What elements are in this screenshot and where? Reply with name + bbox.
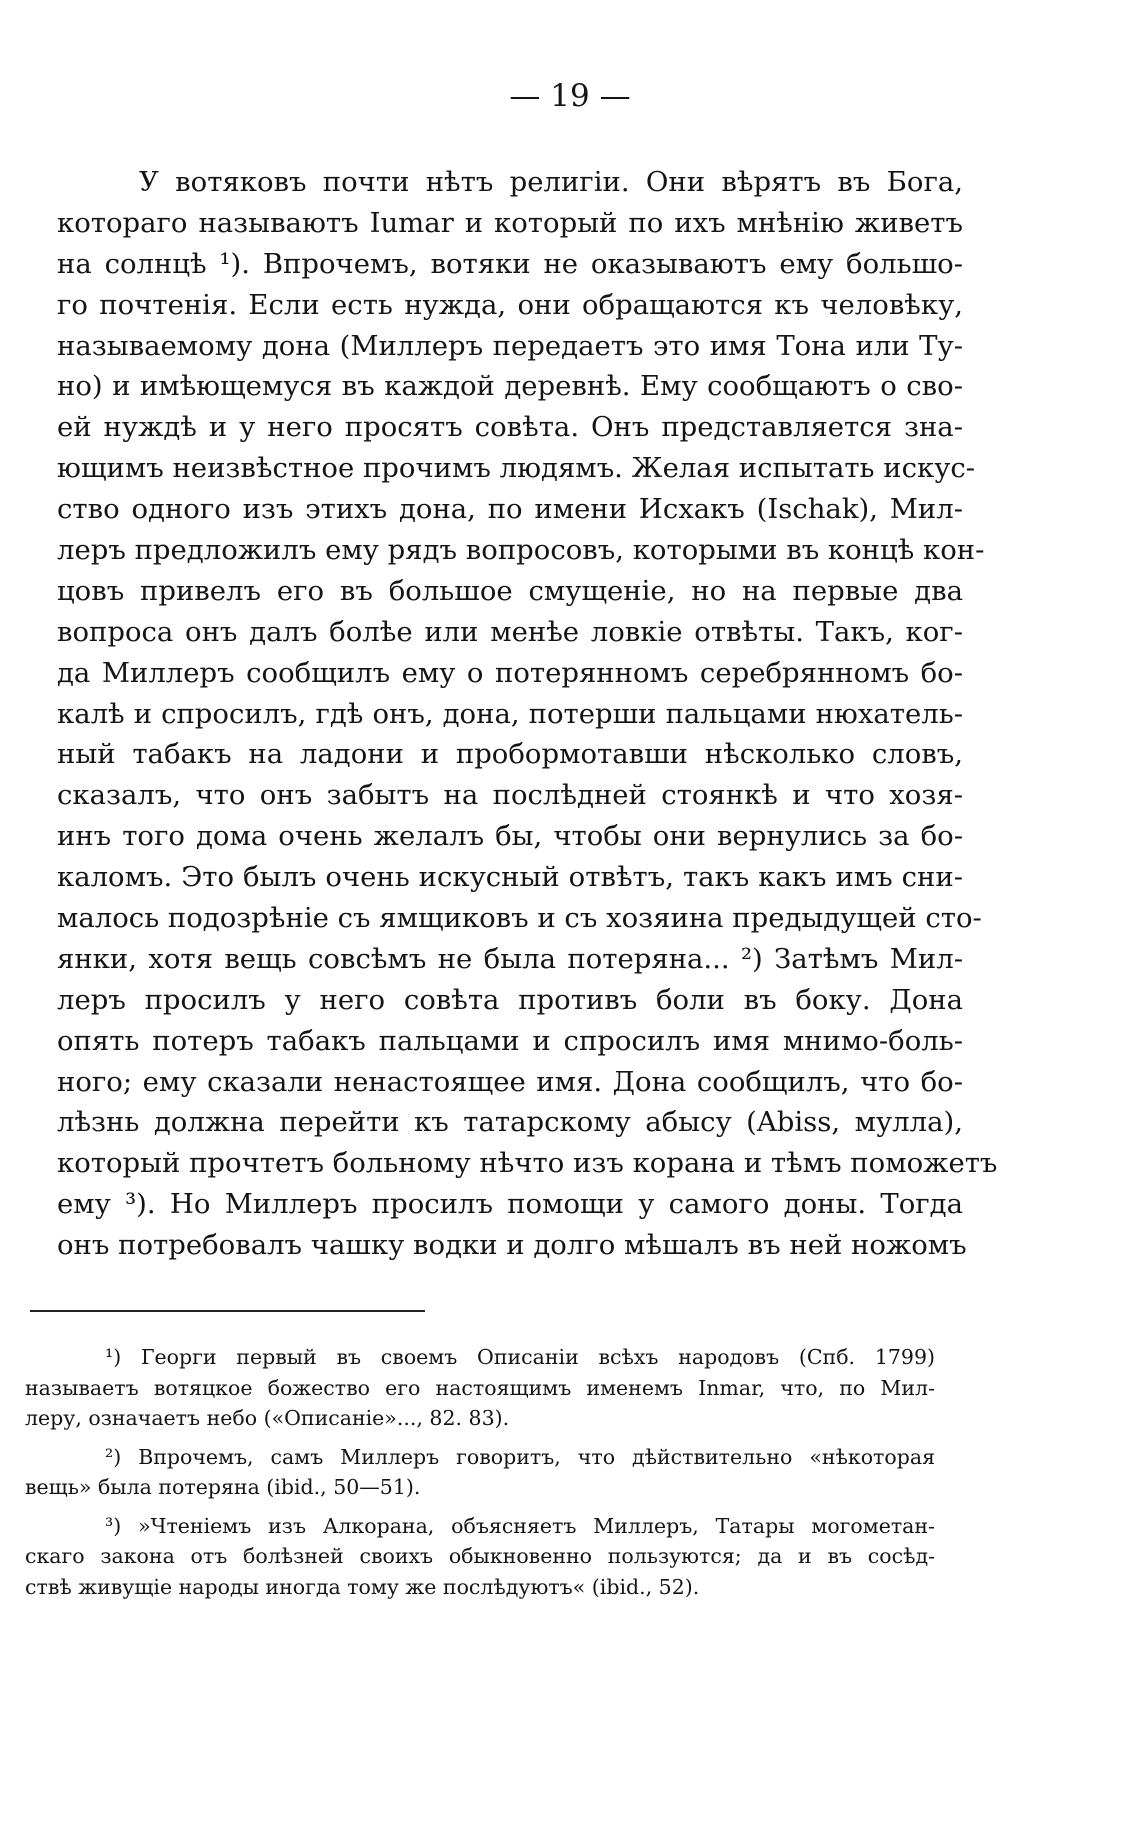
text-line: цовъ привелъ его въ большое смущеніе, но на первые два xyxy=(57,574,963,607)
text-line: леръ просилъ у него совѣта противъ боли въ боку. Дона xyxy=(57,983,963,1016)
footnote-line: ³) »Чтеніемъ изъ Алкорана, объясняетъ Миллеръ, Татары могометан- xyxy=(105,1513,935,1538)
page-number: — 19 — xyxy=(509,78,631,114)
text-line: лѣзнь должна перейти къ татарскому абысу (Abiss, мулла), xyxy=(57,1106,963,1139)
footnote-line: ¹) Георги первый въ своемъ Описаніи всѣхъ народовъ (Спб. 1799) xyxy=(105,1345,935,1369)
footnote-line: вещь» была потеряна (ibid., 50—51). xyxy=(25,1475,421,1499)
text-line: да Миллеръ сообщилъ ему о потерянномъ серебрянномъ бо- xyxy=(57,656,963,689)
text-line: который прочтетъ больному нѣчто изъ корана и тѣмъ поможетъ xyxy=(57,1147,998,1180)
text-line: малось подозрѣніе съ ямщиковъ и съ хозяина предыдущей сто- xyxy=(57,902,982,935)
text-line: ей нуждѣ и у него просятъ совѣта. Онъ представляется зна- xyxy=(57,411,963,444)
footnote-line: ствѣ живущіе народы иногда тому же послѣдуютъ« (ibid., 52). xyxy=(25,1574,700,1599)
text-line: на солнцѣ ¹). Впрочемъ, вотяки не оказываютъ ему большо- xyxy=(57,247,963,280)
text-line: каломъ. Это былъ очень искусный отвѣтъ, такъ какъ имъ сни- xyxy=(57,861,963,894)
footnote-2 xyxy=(25,1442,935,1503)
text-line: леръ предложилъ ему рядъ вопросовъ, которыми въ концѣ кон- xyxy=(57,534,985,567)
text-line: го почтенія. Если есть нужда, они обращаются къ человѣку, xyxy=(57,288,963,321)
text-line: онъ потребовалъ чашку водки и долго мѣшалъ въ ней ножомъ xyxy=(57,1229,967,1262)
text-line: вопроса онъ далъ болѣе или менѣе ловкіе отвѣты. Такъ, ког- xyxy=(57,615,963,648)
text-line: котораго называютъ Iumar и который по ихъ мнѣнію живетъ xyxy=(57,206,963,239)
text-line: называемому дона (Миллеръ передаетъ это имя Тона или Ту- xyxy=(57,329,963,362)
text-line: У вотяковъ почти нѣтъ религіи. Они вѣрятъ въ Бога, xyxy=(139,166,963,198)
text-line: сказалъ, что онъ забытъ на послѣдней стоянкѣ и что хозя- xyxy=(57,779,963,812)
text-line: ство одного изъ этихъ дона, по имени Исхакъ (Ischak), Мил- xyxy=(57,493,963,526)
footnote-line: леру, означаетъ небо («Описаніе»..., 82. 83). xyxy=(25,1406,510,1430)
footnote-line: ²) Впрочемъ, самъ Миллеръ говоритъ, что дѣйствительно «нѣкоторая xyxy=(105,1444,935,1469)
text-line: калѣ и спросилъ, гдѣ онъ, дона, потерши пальцами нюхатель- xyxy=(57,697,963,730)
footnote-line: скаго закона отъ болѣзней своихъ обыкновенно пользуются; да и въ сосѣд- xyxy=(25,1544,935,1568)
text-line: ющимъ неизвѣстное прочимъ людямъ. Желая испытать искус- xyxy=(57,452,976,485)
text-line: янки, хотя вещь совсѣмъ не была потеряна... ²) Затѣмъ Мил- xyxy=(57,942,963,975)
text-line: ного; ему сказали ненастоящее имя. Дона сообщилъ, что бо- xyxy=(57,1065,963,1098)
footnote-line: называетъ вотяцкое божество его настоящимъ именемъ Inmar, что, по Мил- xyxy=(25,1375,935,1400)
main-paragraph xyxy=(57,162,998,1266)
footnotes xyxy=(25,1342,935,1602)
text-line: ный табакъ на ладони и пробормотавши нѣсколько словъ, xyxy=(57,738,963,771)
text-line: ему ³). Но Миллеръ просилъ помощи у самого доны. Тогда xyxy=(57,1188,963,1221)
footnote-divider xyxy=(30,1310,425,1312)
text-line: но) и имѣющемуся въ каждой деревнѣ. Ему сообщаютъ о сво- xyxy=(57,370,963,403)
footnote-3 xyxy=(25,1511,935,1603)
text-line: инъ того дома очень желалъ бы, чтобы они вернулись за бо- xyxy=(57,820,963,853)
footnote-1 xyxy=(25,1342,935,1434)
text-line: опять потеръ табакъ пальцами и спросилъ имя мнимо-боль- xyxy=(57,1024,963,1057)
